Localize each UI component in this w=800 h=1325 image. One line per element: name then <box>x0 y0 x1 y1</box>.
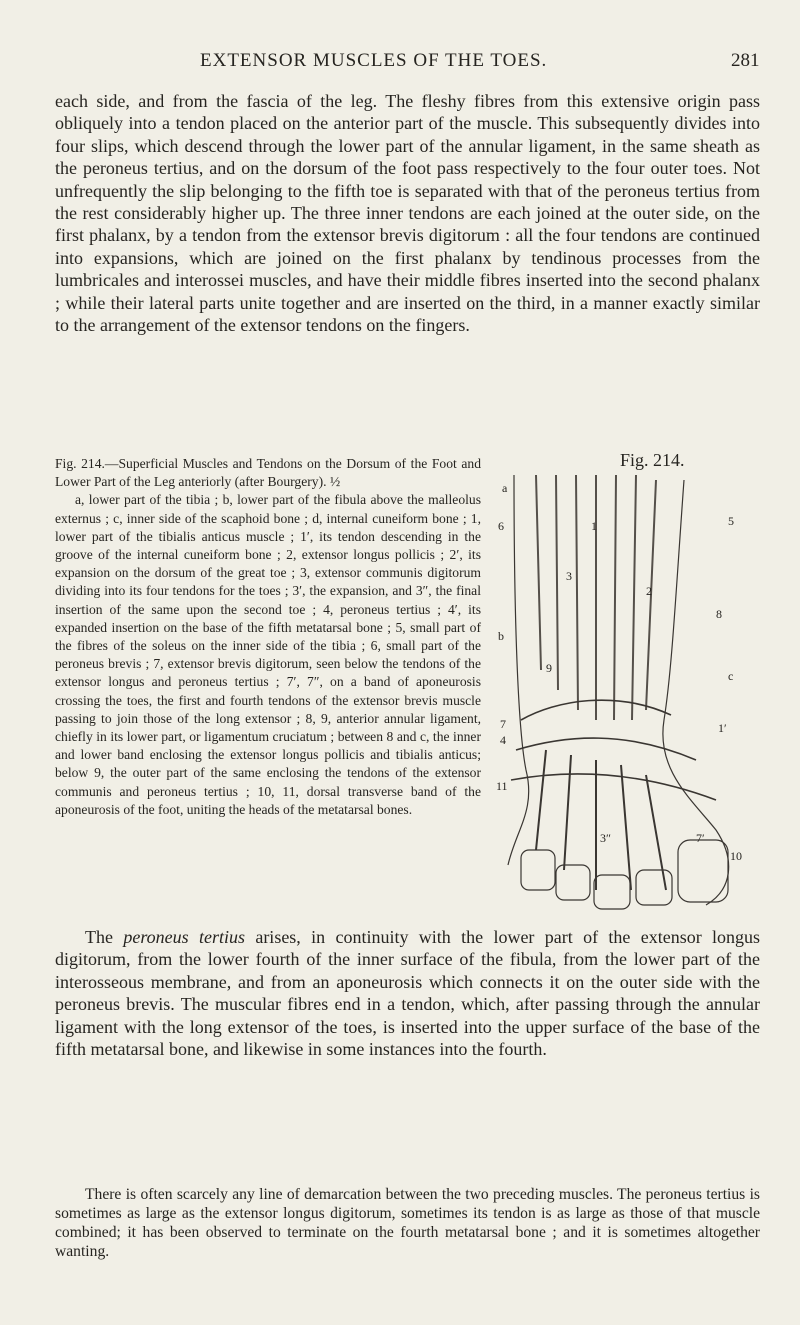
paragraph-extensor-longus: each side, and from the fascia of the leg. The fleshy fibres from this extensive origin pass obliquely into a tendon placed on the anterior part of the muscle. This subsequently divides into four slips, which descend through the lower part of the annular ligament, in the same sheath as the peroneus tertius, and on the dorsum of the foot pass respectively to the four outer toes. Not unfrequently the slip belonging to the fifth toe is separated with that of the peroneus tertius from the rest considerably higher up. The three inner tendons are each joined at the outer side, on the first phalanx, by a tendon from the extensor brevis digitorum : all the four tendons are continued into expansions, which are joined on the first phalanx by tendinous processes from the lumbricales and interossei muscles, and have their middle fibres inserted into the second phalanx ; while their lateral parts unite together and are inserted on the third, in a manner exactly similar to the arrangement of the extensor tendons on the fingers. <box>55 91 760 336</box>
fig-label-4: 4 <box>500 733 506 747</box>
fig-label-8: 8 <box>716 607 722 621</box>
fig-label-3-double-prime: 3″ <box>600 831 611 845</box>
fig-label-5: 5 <box>728 514 734 528</box>
fig-label-6: 6 <box>498 519 504 533</box>
running-header <box>0 50 800 80</box>
foot-muscle-illustration <box>496 470 748 915</box>
outline-left <box>508 475 529 865</box>
fig-label-7-prime: 7′ <box>696 831 705 845</box>
fig-label-7: 7 <box>500 717 506 731</box>
fig-label-3: 3 <box>566 569 572 583</box>
caption-scale: ½ <box>329 474 341 490</box>
figure-label: Fig. 214. <box>620 450 685 470</box>
paragraph-peroneus-tertius: The peroneus tertius arises, in continuity with the lower part of the extensor longus digitorum, from the lower fourth of the inner surface of the fibula, from the lower part of the interosseous membrane, and from an aponeurosis which connects it on the outer side with the peroneus brevis. The muscular fibres end in a tendon, which, after passing through the annular ligament with the long extensor of the toes, is inserted into the upper surface of the base of the fifth metatarsal bone, and likewise in some instances into the fourth. <box>55 927 761 1060</box>
page-number: 281 <box>731 50 760 71</box>
fig-label-10: 10 <box>730 849 742 863</box>
caption-title: Fig. 214.—Superficial Muscles and Tendons on the Dorsum of the Foot and Lower Part of the Leg anteriorly (after Bourgery). ½ <box>55 456 481 490</box>
fig-label-1: 1 <box>591 519 597 533</box>
running-title: EXTENSOR MUSCLES OF THE TOES. <box>200 50 548 71</box>
fig-label-1-prime: 1′ <box>718 721 727 735</box>
fig-label-11: 11 <box>496 779 508 793</box>
fig-label-b: b <box>498 629 504 643</box>
fig-label-2: 2 <box>646 584 652 598</box>
fig-label-9: 9 <box>546 661 552 675</box>
fig-label-a: a <box>502 481 508 495</box>
figure-caption <box>55 455 481 819</box>
caption-body: a, lower part of the tibia ; b, lower part of the fibula above the malleolus externus ; c, inner side of the scaphoid bone ; d, internal cuneiform bone ; 1, lower part of the tibialis anticus muscle ; 1′, its tendon descending in the groove of the internal cuneiform bone ; 2, extensor longus pollicis ; 2′, its expansion on the dorsum of the great toe ; 3, extensor communis digitorum dividing into its four tendons for the toes ; 3′, the expansion, and 3″, the final insertion of the same upon the second toe ; 4, peroneus tertius ; 4′, its expanded insertion on the base of the fifth metatarsal bone ; 5, small part of the fibres of the soleus on the inner side of the tibia ; 6, small part of the peroneus brevis ; 7, extensor brevis digitorum, seen below the tendons of the extensor longus and peroneus tertius ; 7′, 7″, on a band of aponeurosis crossing the toes, the first and fourth tendons of the extensor brevis muscle passing to join those of the long extensor ; 8, 9, anterior annular ligament, chiefly in its lower part, or ligamentum cruciatum ; between 8 and c, the inner and lower band enclosing the extensor longus pollicis and tibialis anticus; below 9, the outer part of the same enclosing the tendons of the extensor communis and peroneus tertius ; 10, 11, dorsal transverse band of the aponeurosis of the foot, uniting the heads of the metatarsal bones. <box>55 492 481 817</box>
paragraph-note: There is often scarcely any line of demarcation between the two preceding muscles. The peroneus tertius is sometimes as large as the extensor longus digitorum, sometimes its tendon is as large as those of that muscle combined; it has been observed to terminate on the fourth metatarsal bone ; and it is sometimes altogether wanting. <box>55 1186 760 1260</box>
fig-label-c: c <box>728 669 734 683</box>
term-peroneus-tertius: peroneus tertius <box>123 927 245 947</box>
